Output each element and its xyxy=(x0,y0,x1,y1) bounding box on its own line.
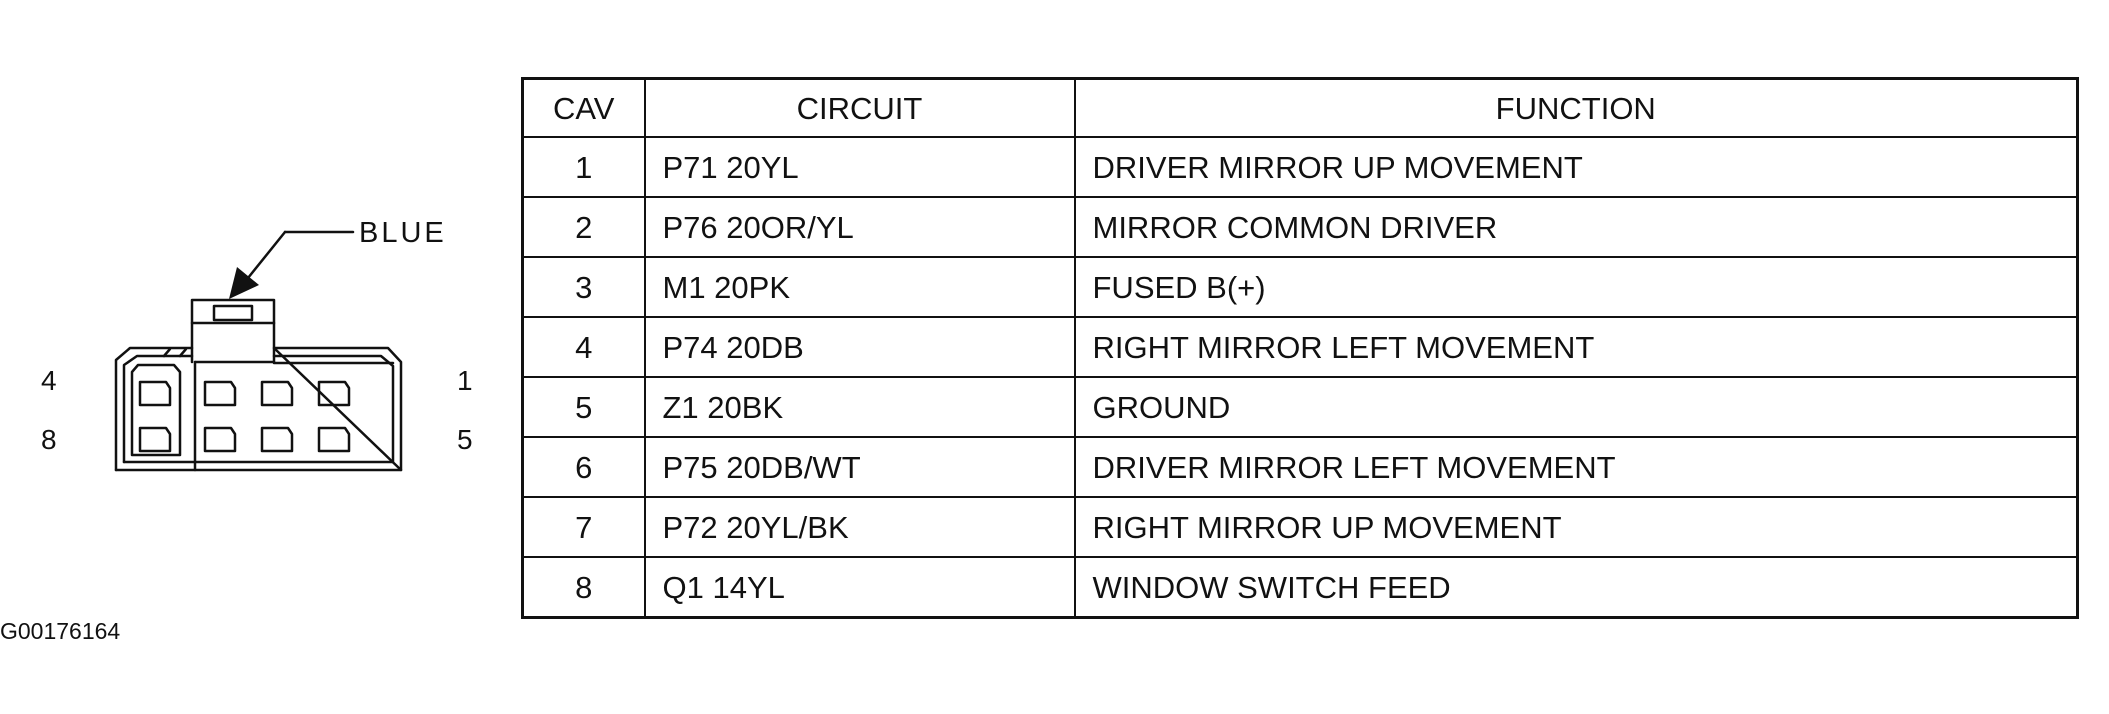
function-cell: GROUND xyxy=(1075,377,2078,437)
connector-pinout-table xyxy=(521,77,2079,619)
cav-cell: 7 xyxy=(523,497,645,557)
table-row xyxy=(523,257,2078,317)
pin-cavities xyxy=(140,382,349,451)
connector-face-diagram xyxy=(0,0,520,600)
cavity-7 xyxy=(205,428,235,451)
cav-cell: 1 xyxy=(523,137,645,197)
table-header-row xyxy=(523,79,2078,138)
cavity-1 xyxy=(319,382,349,405)
pin-label-8: 8 xyxy=(41,424,57,455)
circuit-cell: P74 20DB xyxy=(645,317,1075,377)
cavity-3 xyxy=(205,382,235,405)
function-cell: WINDOW SWITCH FEED xyxy=(1075,557,2078,618)
cav-cell: 6 xyxy=(523,437,645,497)
cavity-4 xyxy=(140,382,170,405)
figure-id: G00176164 xyxy=(0,618,121,644)
blue-pointer-arrow xyxy=(229,232,353,299)
circuit-cell: P75 20DB/WT xyxy=(645,437,1075,497)
table-row xyxy=(523,137,2078,197)
cav-cell: 4 xyxy=(523,317,645,377)
function-cell: RIGHT MIRROR UP MOVEMENT xyxy=(1075,497,2078,557)
cavity-6 xyxy=(262,428,292,451)
table-row xyxy=(523,377,2078,437)
function-cell: FUSED B(+) xyxy=(1075,257,2078,317)
cav-cell: 5 xyxy=(523,377,645,437)
cavity-8 xyxy=(140,428,170,451)
cavity-2 xyxy=(262,382,292,405)
circuit-cell: P72 20YL/BK xyxy=(645,497,1075,557)
column-header-cav: CAV xyxy=(523,79,645,138)
circuit-cell: P71 20YL xyxy=(645,137,1075,197)
function-cell: RIGHT MIRROR LEFT MOVEMENT xyxy=(1075,317,2078,377)
cavity-5 xyxy=(319,428,349,451)
table-row xyxy=(523,497,2078,557)
column-header-circuit: CIRCUIT xyxy=(645,79,1075,138)
cav-cell: 8 xyxy=(523,557,645,618)
table-row xyxy=(523,557,2078,618)
cav-cell: 2 xyxy=(523,197,645,257)
circuit-cell: Q1 14YL xyxy=(645,557,1075,618)
lock-tab xyxy=(192,300,274,362)
pin-label-5: 5 xyxy=(457,424,473,455)
pin-label-4: 4 xyxy=(41,365,57,396)
circuit-cell: P76 20OR/YL xyxy=(645,197,1075,257)
pin-label-1: 1 xyxy=(457,365,473,396)
table-row xyxy=(523,437,2078,497)
table-row xyxy=(523,317,2078,377)
table-row xyxy=(523,197,2078,257)
connector-color-label: BLUE xyxy=(359,217,447,249)
cav-cell: 3 xyxy=(523,257,645,317)
circuit-cell: Z1 20BK xyxy=(645,377,1075,437)
function-cell: DRIVER MIRROR LEFT MOVEMENT xyxy=(1075,437,2078,497)
column-header-function: FUNCTION xyxy=(1075,79,2078,138)
function-cell: DRIVER MIRROR UP MOVEMENT xyxy=(1075,137,2078,197)
circuit-cell: M1 20PK xyxy=(645,257,1075,317)
function-cell: MIRROR COMMON DRIVER xyxy=(1075,197,2078,257)
